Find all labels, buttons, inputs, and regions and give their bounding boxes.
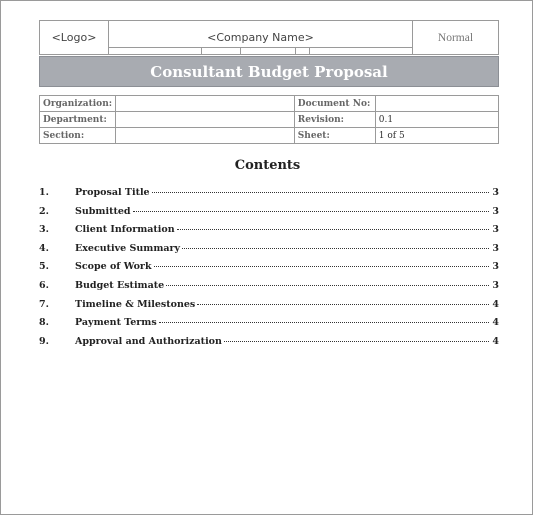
document-info-table <box>39 95 499 144</box>
toc-title: Scope of Work <box>75 261 152 273</box>
toc-title: Approval and Authorization <box>75 335 222 347</box>
grid-divider <box>295 48 296 54</box>
toc-leader <box>133 211 489 212</box>
toc-number: 8. <box>39 317 49 329</box>
toc-page: 3 <box>492 224 499 236</box>
toc-number: 9. <box>39 335 49 347</box>
toc-number: 6. <box>39 279 49 291</box>
toc-number: 5. <box>39 261 49 273</box>
toc-leader <box>177 229 489 230</box>
toc-number: 4. <box>39 242 49 254</box>
department-value <box>116 112 295 128</box>
table-row <box>40 128 499 144</box>
toc-page: 4 <box>492 298 499 310</box>
revision-value: 0.1 <box>375 112 498 128</box>
toc-leader <box>182 248 489 249</box>
section-value <box>116 128 295 144</box>
section-label: Section: <box>40 128 116 144</box>
toc-title: Proposal Title <box>75 187 150 198</box>
header-table <box>39 20 499 55</box>
organization-value <box>116 96 295 112</box>
toc-number: 1. <box>39 187 49 198</box>
revision-label: Revision: <box>294 112 375 128</box>
toc-leader <box>224 341 489 342</box>
header-subgrid <box>109 47 412 54</box>
toc-leader <box>152 192 489 193</box>
sheet-value: 1 of 5 <box>375 128 498 144</box>
table-row <box>40 112 499 128</box>
toc-page: 4 <box>492 317 499 329</box>
logo-placeholder: <Logo> <box>40 21 109 54</box>
toc-entry[interactable] <box>39 299 499 318</box>
toc-page: 3 <box>492 187 499 198</box>
grid-divider <box>240 48 241 54</box>
toc-page: 3 <box>492 205 499 217</box>
contents-heading: Contents <box>234 158 301 173</box>
toc-number: 2. <box>39 205 49 217</box>
document-title: Consultant Budget Proposal <box>39 56 499 87</box>
toc-entry[interactable] <box>39 243 499 262</box>
organization-label: Organization: <box>40 96 116 112</box>
toc-leader <box>154 266 489 267</box>
table-of-contents <box>39 187 499 354</box>
toc-leader <box>159 322 489 323</box>
toc-entry[interactable] <box>39 187 499 206</box>
grid-divider <box>309 48 310 54</box>
toc-page: 3 <box>492 279 499 291</box>
document-no-value <box>375 96 498 112</box>
grid-divider <box>201 48 202 54</box>
toc-number: 7. <box>39 298 49 310</box>
document-no-label: Document No: <box>294 96 375 112</box>
toc-entry[interactable] <box>39 224 499 243</box>
department-label: Department: <box>40 112 116 128</box>
sheet-label: Sheet: <box>294 128 375 144</box>
toc-entry[interactable] <box>39 261 499 280</box>
toc-number: 3. <box>39 224 49 236</box>
style-label: Normal <box>437 31 474 44</box>
table-row <box>40 96 499 112</box>
toc-page: 4 <box>492 335 499 347</box>
toc-title: Timeline & Milestones <box>75 298 196 310</box>
toc-leader <box>166 285 489 286</box>
toc-entry[interactable] <box>39 280 499 299</box>
toc-entry[interactable] <box>39 206 499 225</box>
company-name-placeholder <box>109 21 413 54</box>
toc-entry[interactable] <box>39 336 499 355</box>
toc-title: Budget Estimate <box>75 279 165 291</box>
toc-title: Client Information <box>75 224 175 236</box>
toc-entry[interactable] <box>39 317 499 336</box>
toc-title: Submitted <box>75 205 131 217</box>
toc-title: Executive Summary <box>75 242 181 254</box>
toc-page: 3 <box>492 261 499 273</box>
toc-page: 3 <box>492 242 499 254</box>
toc-title: Payment Terms <box>75 317 157 329</box>
company-name-text: <Company Name> <box>207 31 314 44</box>
toc-leader <box>197 304 489 305</box>
